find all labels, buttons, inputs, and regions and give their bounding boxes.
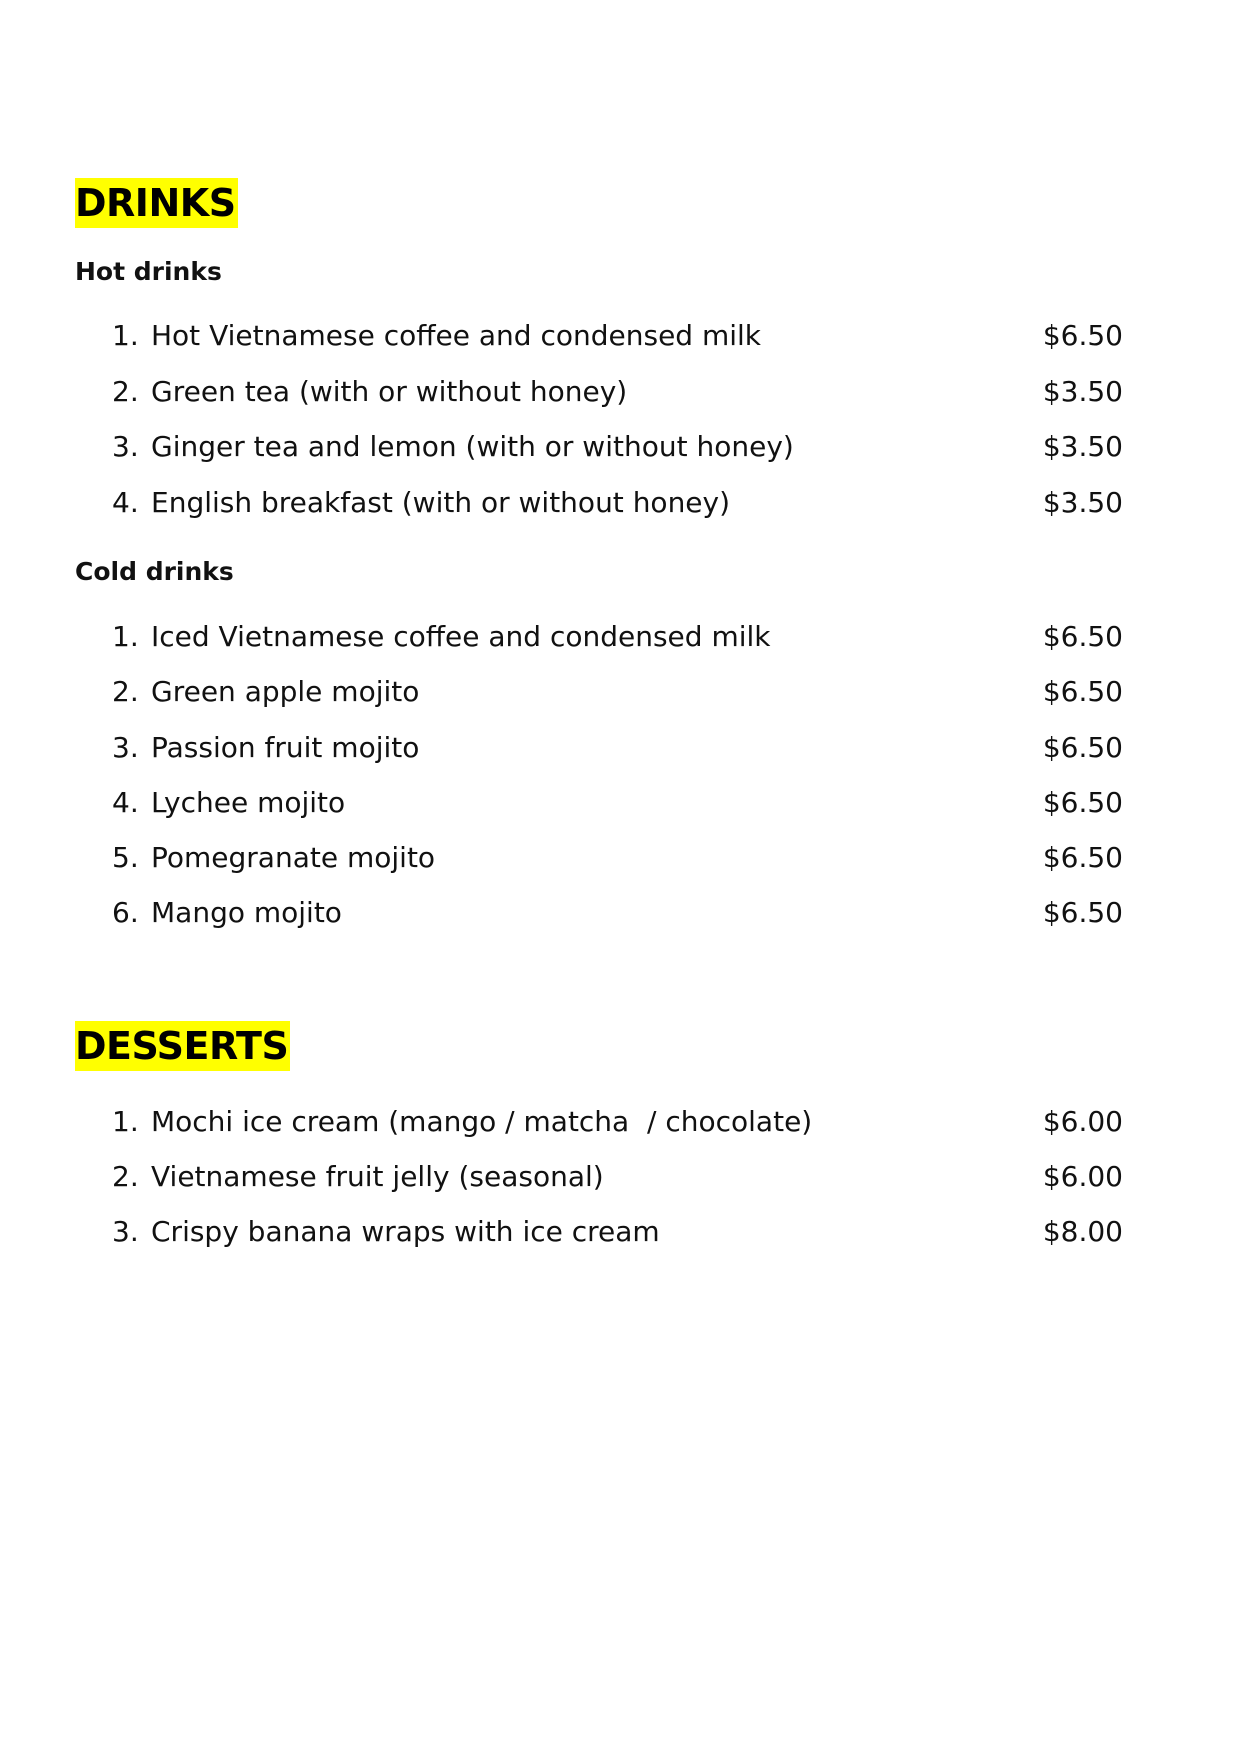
menu-item <box>0 838 1241 878</box>
item-name: English breakfast (with or without honey) <box>151 486 731 519</box>
menu-item <box>0 617 1241 657</box>
cold-drinks-heading: Cold drinks <box>75 557 234 586</box>
item-price: $3.50 <box>1042 375 1123 408</box>
item-price: $6.50 <box>1042 731 1123 764</box>
item-price: $6.50 <box>1042 896 1123 929</box>
item-name: Passion fruit mojito <box>151 731 420 764</box>
item-number: 2. <box>112 675 139 708</box>
item-number: 3. <box>112 731 139 764</box>
item-number: 2. <box>112 375 139 408</box>
item-price: $3.50 <box>1042 430 1123 463</box>
menu-item <box>0 427 1241 467</box>
item-price: $6.50 <box>1042 841 1123 874</box>
menu-item <box>0 1157 1241 1197</box>
item-name: Pomegranate mojito <box>151 841 436 874</box>
item-price: $8.00 <box>1042 1215 1123 1248</box>
item-number: 1. <box>112 319 139 352</box>
item-name: Mango mojito <box>151 896 342 929</box>
item-name: Lychee mojito <box>151 786 346 819</box>
item-number: 3. <box>112 1215 139 1248</box>
item-name: Green tea (with or without honey) <box>151 375 628 408</box>
item-name: Ginger tea and lemon (with or without honey) <box>151 430 794 463</box>
item-number: 1. <box>112 1105 139 1138</box>
item-price: $3.50 <box>1042 486 1123 519</box>
item-name: Green apple mojito <box>151 675 420 708</box>
menu-item <box>0 372 1241 412</box>
item-price: $6.50 <box>1042 620 1123 653</box>
item-name: Vietnamese fruit jelly (seasonal) <box>151 1160 604 1193</box>
menu-item <box>0 728 1241 768</box>
item-number: 4. <box>112 486 139 519</box>
item-price: $6.50 <box>1042 786 1123 819</box>
item-number: 4. <box>112 786 139 819</box>
menu-item <box>0 1212 1241 1252</box>
menu-item <box>0 893 1241 933</box>
item-number: 3. <box>112 430 139 463</box>
item-price: $6.00 <box>1042 1105 1123 1138</box>
drinks-title: DRINKS <box>75 178 238 228</box>
menu-item <box>0 1102 1241 1142</box>
item-number: 6. <box>112 896 139 929</box>
item-price: $6.50 <box>1042 675 1123 708</box>
menu-item <box>0 483 1241 523</box>
hot-drinks-heading: Hot drinks <box>75 257 222 286</box>
menu-item <box>0 672 1241 712</box>
item-number: 2. <box>112 1160 139 1193</box>
item-price: $6.00 <box>1042 1160 1123 1193</box>
item-name: Mochi ice cream (mango / matcha / chocolate) <box>151 1105 813 1138</box>
item-name: Iced Vietnamese coffee and condensed milk <box>151 620 771 653</box>
item-name: Hot Vietnamese coffee and condensed milk <box>151 319 762 352</box>
item-number: 5. <box>112 841 139 874</box>
menu-item <box>0 316 1241 356</box>
menu-item <box>0 783 1241 823</box>
item-price: $6.50 <box>1042 319 1123 352</box>
item-number: 1. <box>112 620 139 653</box>
desserts-title: DESSERTS <box>75 1021 290 1071</box>
item-name: Crispy banana wraps with ice cream <box>151 1215 660 1248</box>
